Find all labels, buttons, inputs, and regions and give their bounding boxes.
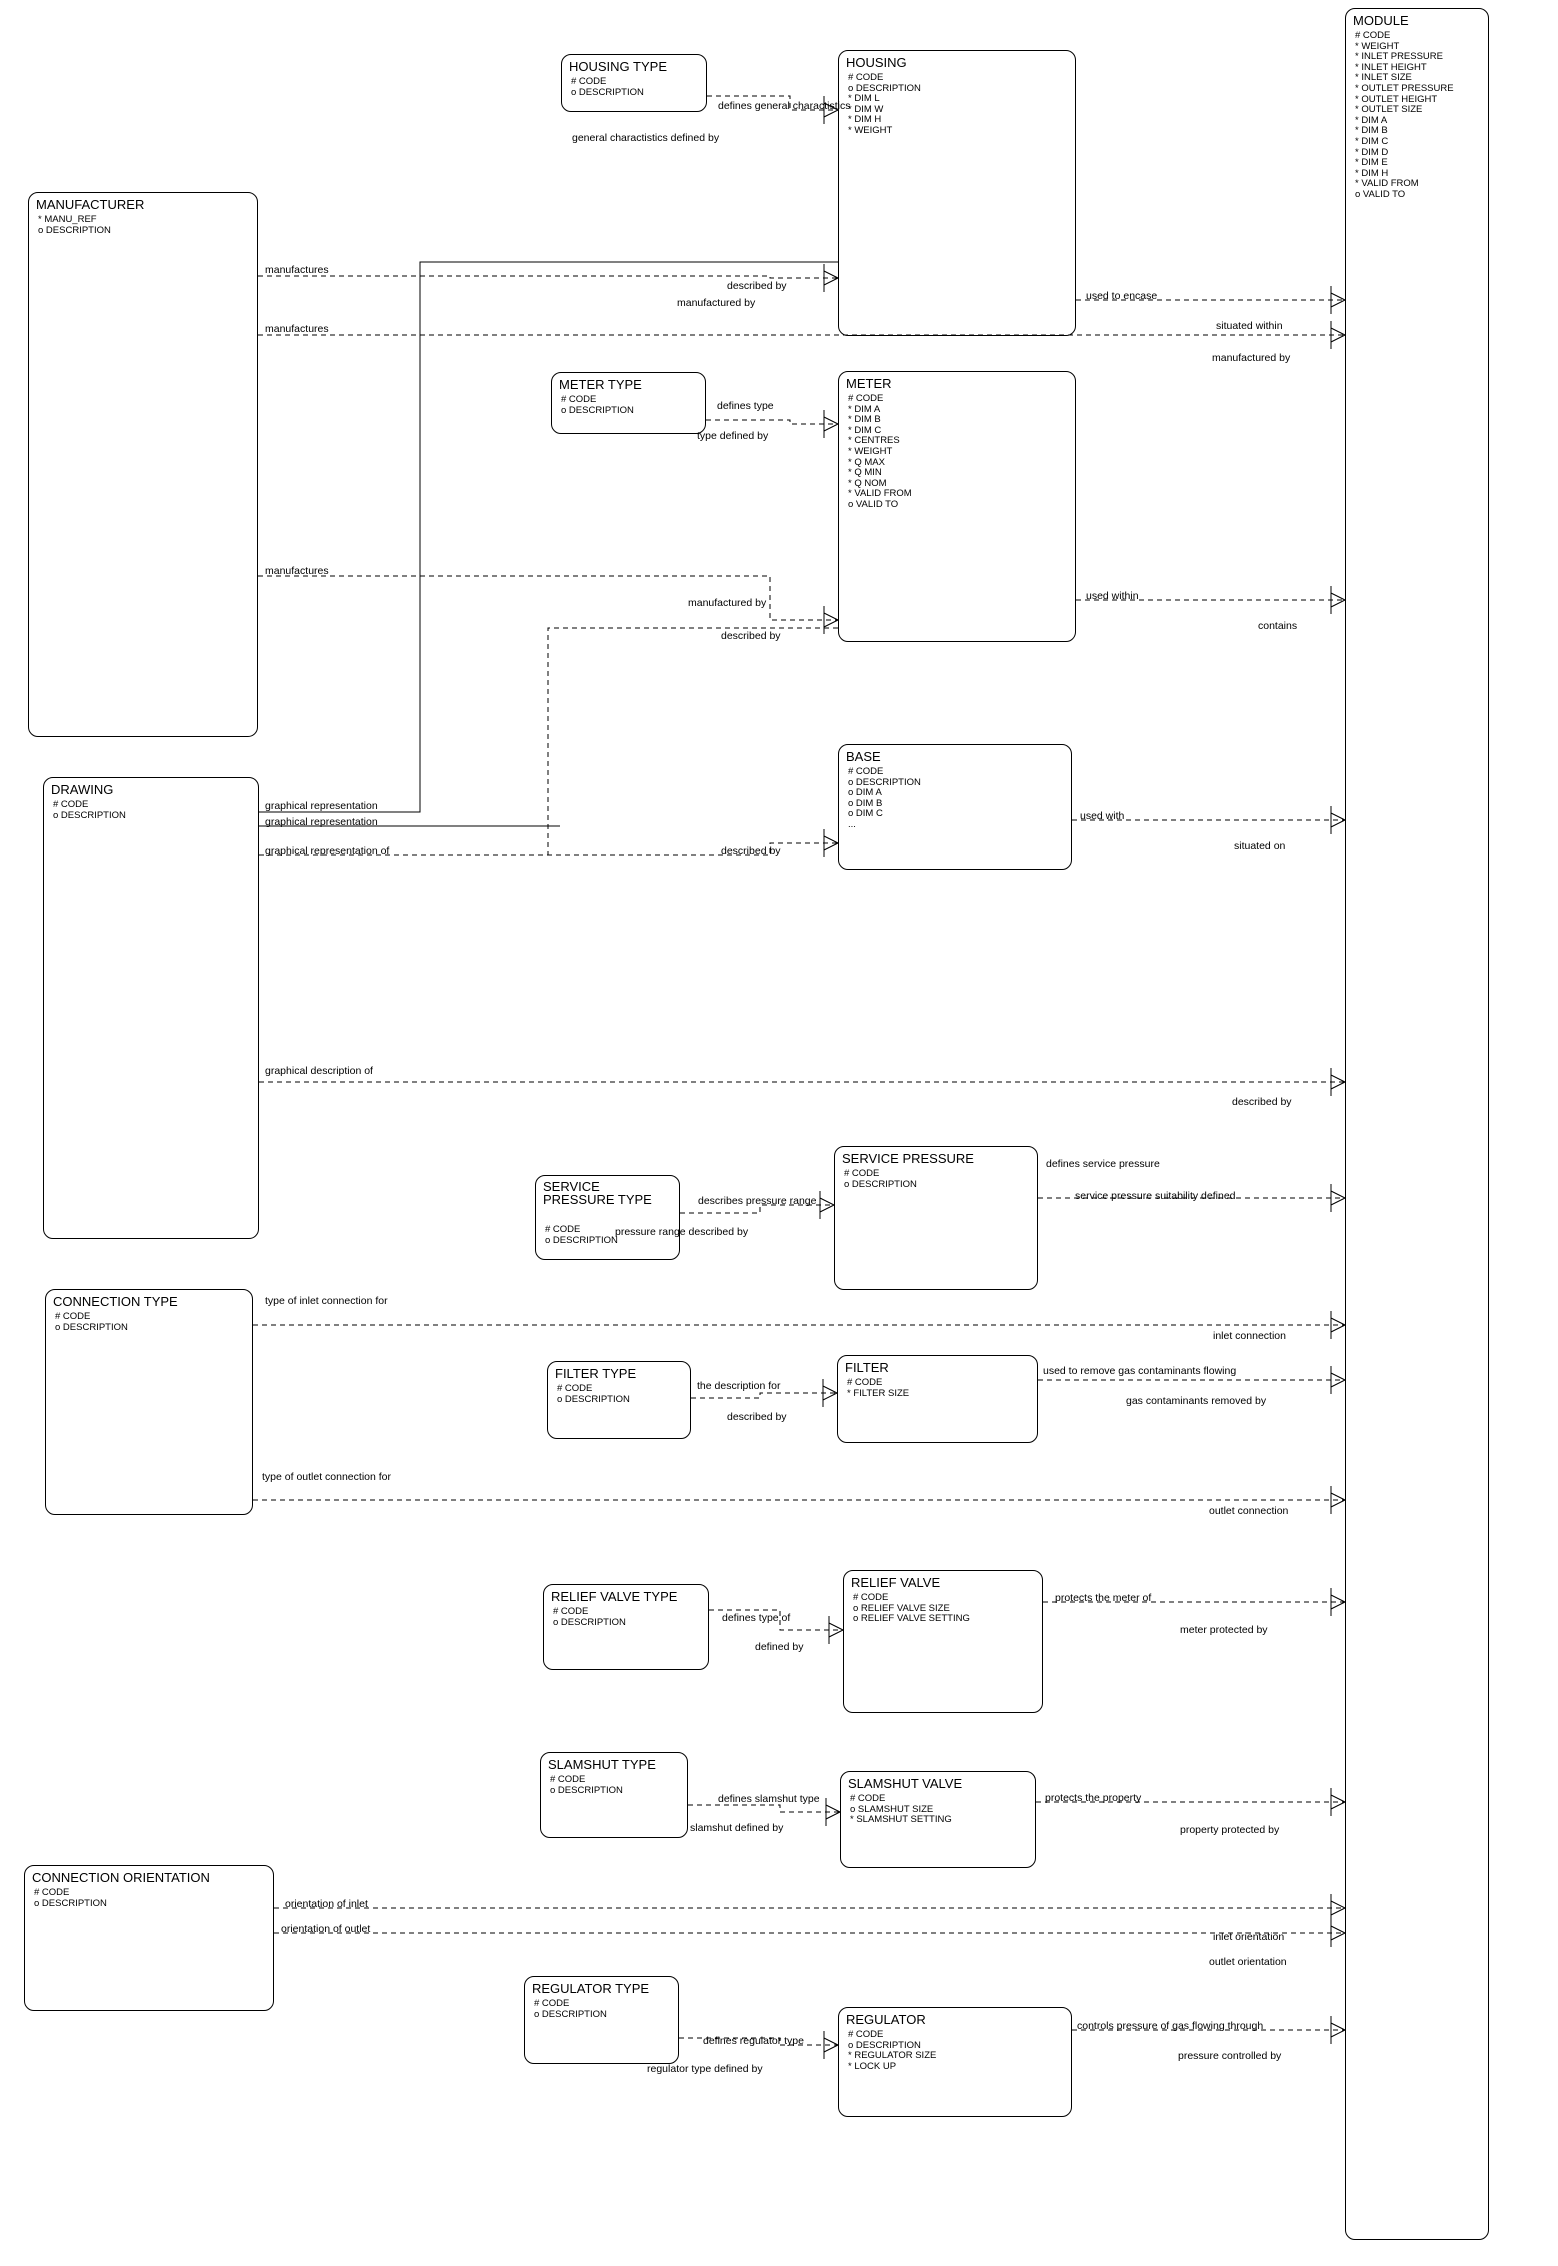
entity-attributes (34, 1888, 107, 1909)
attr: o DESCRIPTION (55, 1321, 128, 1333)
attr: # CODE (1355, 30, 1391, 41)
rel-label-graphical-description-of: graphical description of (265, 1065, 373, 1077)
entity-slamshut-valve[interactable] (840, 1771, 1036, 1868)
attr: * Q MIN (848, 467, 882, 479)
attr: o DESCRIPTION (38, 224, 111, 236)
attr: # CODE (553, 1606, 589, 1617)
entity-attributes (557, 1384, 630, 1405)
entity-meter[interactable] (838, 371, 1076, 642)
rel-label-regulator-type-defined-by: regulator type defined by (647, 2063, 763, 2075)
attr: * WEIGHT (848, 124, 893, 136)
rel-label-described-by-filter: described by (727, 1411, 787, 1423)
entity-title: MODULE (1353, 13, 1409, 28)
attr: o DESCRIPTION (553, 1616, 626, 1628)
attr: o DESCRIPTION (571, 86, 644, 98)
rel-label-defines-slamshut-type: defines slamshut type (718, 1793, 820, 1805)
entity-attributes (853, 1593, 970, 1625)
entity-attributes (1355, 31, 1454, 201)
attr: * INLET PRESSURE (1355, 51, 1443, 63)
rel-label-defines-regulator-type: defines regulator type (703, 2035, 804, 2047)
entity-title: RELIEF VALVE TYPE (551, 1589, 678, 1604)
rel-label-type-of-inlet-connection-for: type of inlet connection for (265, 1295, 388, 1307)
entity-service-pressure[interactable] (834, 1146, 1038, 1290)
attr: o DESCRIPTION (34, 1897, 107, 1909)
attr: o DIM B (848, 797, 883, 809)
attr: # CODE (534, 1998, 570, 2009)
attr: o SLAMSHUT SIZE (850, 1803, 934, 1815)
rel-label-manufactured-by-meter: manufactured by (688, 597, 767, 609)
entity-title: MANUFACTURER (36, 197, 145, 212)
attr: o DESCRIPTION (848, 776, 921, 788)
attr: o DESCRIPTION (848, 2039, 921, 2051)
entity-connection-type[interactable] (45, 1289, 253, 1515)
attr: * MANU_REF (38, 214, 97, 225)
entity-attributes (545, 1225, 618, 1246)
entity-title: SLAMSHUT VALVE (848, 1776, 963, 1791)
attr: o DESCRIPTION (53, 809, 126, 821)
attr: # CODE (545, 1224, 581, 1235)
rel-label-type-defined-by: type defined by (697, 430, 769, 442)
entity-base[interactable] (838, 744, 1072, 870)
rel-label-inlet-orientation: inlet orientation (1213, 1931, 1285, 1943)
rel-label-pressure-controlled-by: pressure controlled by (1178, 2050, 1282, 2062)
attr: * DIM A (848, 403, 881, 415)
entity-relief-valve[interactable] (843, 1570, 1043, 1713)
rel-label-graphical-representation-1: graphical representation (265, 800, 378, 812)
attr: o DESCRIPTION (550, 1784, 623, 1796)
rel-label-protects-the-property: protects the property (1045, 1792, 1142, 1804)
attr: * DIM W (848, 103, 884, 115)
rel-label-defines-service-pressure: defines service pressure (1046, 1158, 1160, 1170)
rel-label-manufactured-by-module: manufactured by (1212, 352, 1291, 364)
rel-label-gas-contaminants-removed-by: gas contaminants removed by (1126, 1395, 1267, 1407)
rel-label-meter-protected-by: meter protected by (1180, 1624, 1268, 1636)
attr: * DIM A (1355, 114, 1388, 126)
attr: * DIM D (1355, 146, 1389, 158)
attr: # CODE (53, 799, 89, 810)
attr: * FILTER SIZE (847, 1387, 910, 1399)
entity-attributes (53, 800, 126, 821)
attr: # CODE (853, 1592, 889, 1603)
rel-label-type-of-outlet-connection-for: type of outlet connection for (262, 1471, 391, 1483)
attr: ... (848, 818, 856, 830)
attr: * OUTLET SIZE (1355, 104, 1423, 116)
attr: # CODE (557, 1383, 593, 1394)
attr: * SLAMSHUT SETTING (850, 1814, 952, 1826)
attr: * DIM B (848, 414, 881, 426)
attr: * DIM L (848, 93, 880, 105)
entity-filter-type[interactable] (547, 1361, 691, 1439)
entity-slamshut-type[interactable] (540, 1752, 688, 1838)
entity-attributes (848, 73, 921, 137)
rel-label-manufactures-1: manufactures (265, 264, 329, 276)
rel-label-orientation-of-inlet: orientation of inlet (285, 1898, 368, 1910)
rel-label-defines-type: defines type (717, 400, 774, 412)
rel-label-described-by-housing: described by (727, 280, 787, 292)
attr: # CODE (550, 1774, 586, 1785)
rel-label-property-protected-by: property protected by (1180, 1824, 1280, 1836)
attr: * WEIGHT (1355, 40, 1400, 52)
rel-label-general-characteristics-defined-by: general charactistics defined by (572, 132, 720, 144)
rel-label-described-by-meter: described by (721, 630, 781, 642)
rel-label-orientation-of-outlet: orientation of outlet (281, 1923, 371, 1935)
attr: * Q NOM (848, 477, 887, 489)
attr: o DIM C (848, 808, 883, 820)
entity-title: REGULATOR TYPE (532, 1981, 650, 1996)
attr: * VALID FROM (848, 488, 912, 500)
entity-attributes (848, 767, 921, 831)
rel-label-defined-by: defined by (755, 1641, 804, 1653)
attr: * WEIGHT (848, 445, 893, 457)
entity-title (543, 1180, 663, 1206)
rel-label-used-to-encase: used to encase (1086, 290, 1158, 302)
rel-label-manufactured-by-housing: manufactured by (677, 297, 756, 309)
entity-service-pressure-type[interactable] (535, 1175, 680, 1260)
attr: # CODE (848, 2029, 884, 2040)
entity-title: METER TYPE (559, 377, 642, 392)
attr: o RELIEF VALVE SIZE (853, 1602, 950, 1614)
entity-title: SLAMSHUT TYPE (548, 1757, 656, 1772)
entity-attributes (848, 394, 912, 511)
rel-label-used-within: used within (1086, 590, 1139, 602)
attr: * CENTRES (848, 435, 900, 447)
attr: # CODE (848, 766, 884, 777)
rel-label-situated-on: situated on (1234, 840, 1286, 852)
rel-label-used-to-remove-gas-contaminants-flowing: used to remove gas contaminants flowing (1043, 1365, 1237, 1377)
entity-attributes (553, 1607, 626, 1628)
rel-label-pressure-range-described-by: pressure range described by (615, 1226, 749, 1238)
entity-title-text: SERVICE PRESSURE TYPE (543, 1179, 652, 1207)
entity-attributes (55, 1312, 128, 1333)
attr: # CODE (848, 72, 884, 83)
entity-attributes (534, 1999, 607, 2020)
entity-attributes (571, 77, 644, 98)
attr: * INLET SIZE (1355, 72, 1412, 84)
attr: o VALID TO (848, 498, 899, 510)
attr: * REGULATOR SIZE (848, 2050, 937, 2062)
attr: o DESCRIPTION (561, 404, 634, 416)
entity-title: CONNECTION TYPE (53, 1294, 178, 1309)
entity-filter[interactable] (837, 1355, 1038, 1443)
rel-label-situated-within: situated within (1216, 320, 1283, 332)
attr: # CODE (850, 1793, 886, 1804)
entity-housing[interactable] (838, 50, 1076, 336)
entity-attributes (847, 1378, 909, 1399)
attr: # CODE (55, 1311, 91, 1322)
rel-label-outlet-orientation: outlet orientation (1209, 1956, 1287, 1968)
attr: # CODE (561, 394, 597, 405)
rel-label-slamshut-defined-by: slamshut defined by (690, 1822, 784, 1834)
entity-drawing[interactable] (43, 777, 259, 1239)
attr: * DIM C (848, 424, 882, 436)
rel-label-defines-general-characteristics: defines general charactistics (718, 100, 851, 112)
rel-label-controls-pressure-of-gas-flowing-through: controls pressure of gas flowing through (1077, 2020, 1264, 2032)
attr: * DIM B (1355, 125, 1388, 137)
rel-label-the-description-for: the description for (697, 1380, 781, 1392)
rel-label-described-by-base: described by (721, 845, 781, 857)
attr: o DESCRIPTION (557, 1393, 630, 1405)
entity-meter-type[interactable] (551, 372, 706, 434)
attr: o DESCRIPTION (848, 82, 921, 94)
entity-relief-valve-type[interactable] (543, 1584, 709, 1670)
attr: # CODE (571, 76, 607, 87)
entity-title: REGULATOR (846, 2012, 926, 2027)
attr: # CODE (848, 393, 884, 404)
attr: o DIM A (848, 787, 882, 799)
entity-connection-orientation[interactable] (24, 1865, 274, 2011)
entity-manufacturer[interactable] (28, 192, 258, 737)
attr: o VALID TO (1355, 188, 1406, 200)
entity-title: RELIEF VALVE (851, 1575, 941, 1590)
entity-title: FILTER TYPE (555, 1366, 637, 1381)
attr: * OUTLET PRESSURE (1355, 82, 1454, 94)
entity-title: FILTER (845, 1360, 889, 1375)
entity-title: CONNECTION ORIENTATION (32, 1870, 210, 1885)
rel-label-described-by-module: described by (1232, 1096, 1292, 1108)
attr: # CODE (847, 1377, 883, 1388)
rel-label-graphical-representation-of: graphical representation of (265, 845, 390, 857)
rel-label-describes-pressure-range: describes pressure range (698, 1195, 817, 1207)
rel-label-manufactures-2: manufactures (265, 323, 329, 335)
entity-title: HOUSING (846, 55, 907, 70)
entity-title: DRAWING (51, 782, 114, 797)
rel-label-outlet-connection: outlet connection (1209, 1505, 1289, 1517)
entity-attributes (561, 395, 634, 416)
entity-attributes (848, 2030, 936, 2072)
attr: * OUTLET HEIGHT (1355, 93, 1438, 105)
entity-title: METER (846, 376, 892, 391)
entity-regulator[interactable] (838, 2007, 1072, 2117)
entity-attributes (844, 1169, 917, 1190)
attr: * DIM H (1355, 167, 1389, 179)
rel-label-protects-the-meter-of: protects the meter of (1055, 1592, 1152, 1604)
attr: * DIM E (1355, 157, 1388, 169)
entity-title: SERVICE PRESSURE (842, 1151, 974, 1166)
entity-title: BASE (846, 749, 881, 764)
attr: * Q MAX (848, 456, 885, 468)
rel-label-contains: contains (1258, 620, 1298, 632)
rel-label-manufactures-3: manufactures (265, 565, 329, 577)
attr: * VALID FROM (1355, 178, 1419, 190)
attr: * INLET HEIGHT (1355, 61, 1427, 73)
entity-attributes (38, 215, 111, 236)
rel-label-graphical-representation-2: graphical representation (265, 816, 378, 828)
attr: # CODE (34, 1887, 70, 1898)
rel-label-used-with: used with (1080, 810, 1125, 822)
rel-label-service-pressure-suitability-defined: service pressure suitability defined (1075, 1190, 1236, 1202)
entity-attributes (850, 1794, 952, 1826)
attr: o DESCRIPTION (534, 2008, 607, 2020)
attr: o DESCRIPTION (844, 1178, 917, 1190)
entity-housing-type[interactable] (561, 54, 707, 112)
attr: * DIM C (1355, 135, 1389, 147)
entity-module[interactable] (1345, 8, 1489, 2240)
entity-title: HOUSING TYPE (569, 59, 668, 74)
attr: o DESCRIPTION (545, 1234, 618, 1246)
attr: # CODE (844, 1168, 880, 1179)
attr: * DIM H (848, 114, 882, 126)
rel-label-defines-type-of: defines type of (722, 1612, 791, 1624)
entity-attributes (550, 1775, 623, 1796)
attr: o RELIEF VALVE SETTING (853, 1613, 970, 1625)
entity-regulator-type[interactable] (524, 1976, 679, 2064)
attr: * LOCK UP (848, 2060, 897, 2072)
rel-label-inlet-connection: inlet connection (1213, 1330, 1286, 1342)
